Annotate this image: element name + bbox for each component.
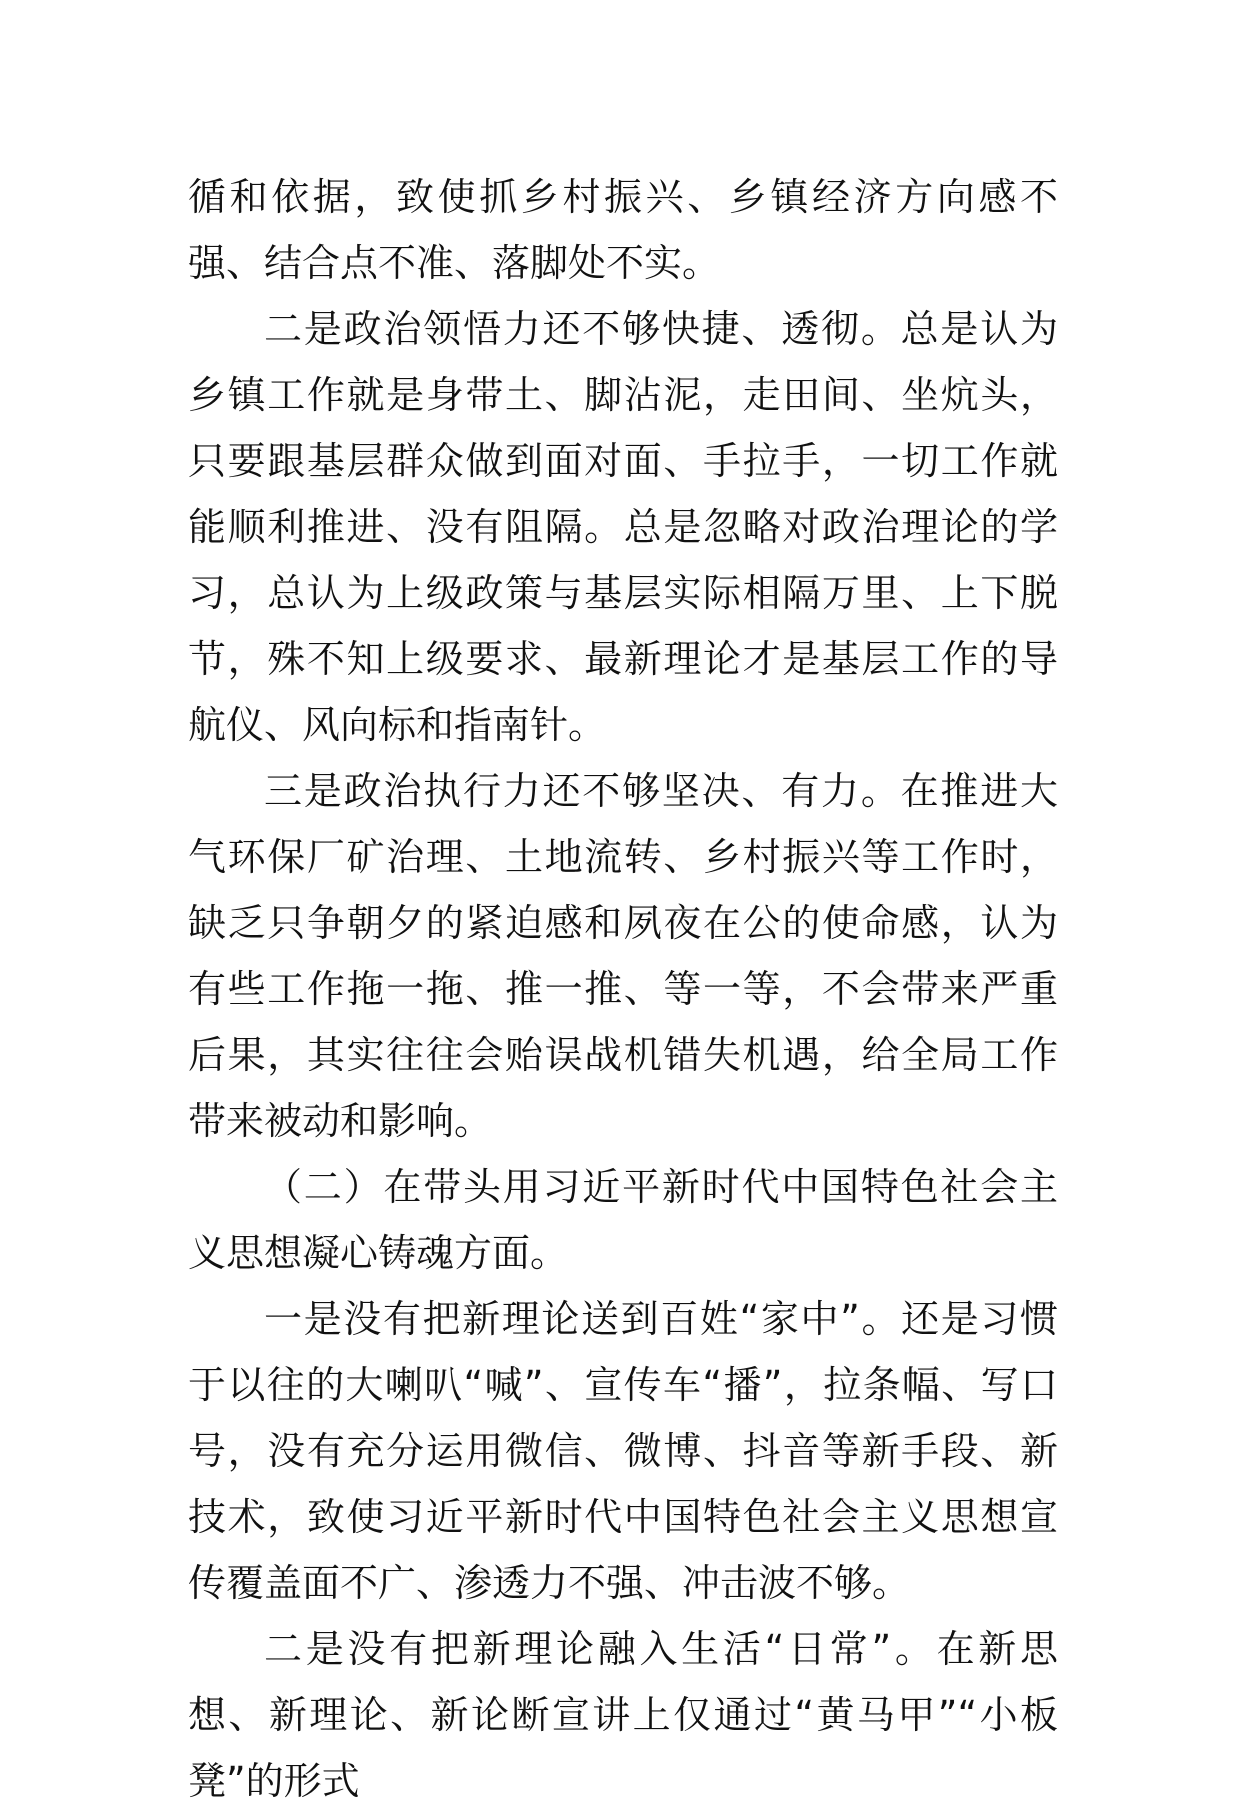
- section-heading-two: （二）在带头用习近平新时代中国特色社会主义思想凝心铸魂方面。: [188, 1165, 1058, 1275]
- paragraph-theory-to-homes: 一是没有把新理论送到百姓“家中”。还是习惯于以往的大喇叭“喊”、宣传车“播”，拉条幅、写口号，没有充分运用微信、微博、抖音等新手段、新技术，致使习近平新时代中国特色社会主义思想宣传覆盖面不广、渗透力不强、冲击波不够。: [188, 1297, 1058, 1605]
- paragraph-continuation: 循和依据，致使抓乡村振兴、乡镇经济方向感不强、结合点不准、落脚处不实。: [188, 175, 1058, 285]
- paragraph-political-execution: 三是政治执行力还不够坚决、有力。在推进大气环保厂矿治理、土地流转、乡村振兴等工作时，缺乏只争朝夕的紧迫感和夙夜在公的使命感，认为有些工作拖一拖、推一推、等一等，不会带来严重后果，其实往往会贻误战机错失机遇，给全局工作带来被动和影响。: [188, 769, 1058, 1143]
- document-body: [188, 164, 1058, 1814]
- paragraph-political-comprehension: 二是政治领悟力还不够快捷、透彻。总是认为乡镇工作就是身带土、脚沾泥，走田间、坐炕头，只要跟基层群众做到面对面、手拉手，一切工作就能顺利推进、没有阻隔。总是忽略对政治理论的学习，总认为上级政策与基层实际相隔万里、上下脱节，殊不知上级要求、最新理论才是基层工作的导航仪、风向标和指南针。: [188, 307, 1058, 747]
- paragraph-theory-into-daily-life: 二是没有把新理论融入生活“日常”。在新思想、新理论、新论断宣讲上仅通过“黄马甲”“小板凳”的形式: [188, 1627, 1058, 1803]
